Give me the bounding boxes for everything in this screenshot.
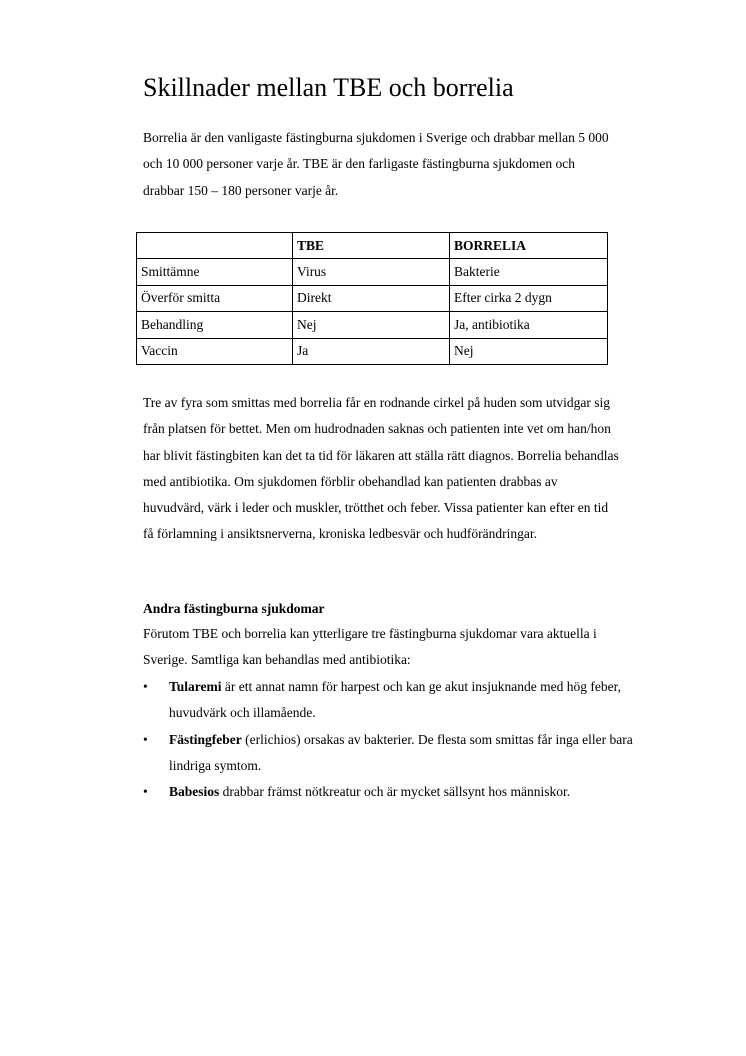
- disease-list: [143, 674, 633, 805]
- table-row: [137, 285, 608, 311]
- list-item: [143, 779, 633, 805]
- table-cell: Ja, antibiotika: [450, 312, 608, 338]
- table-cell: Bakterie: [450, 259, 608, 285]
- table-cell: Behandling: [137, 312, 293, 338]
- list-item-text: är ett annat namn för harpest och kan ge akut insjuknande med hög feber, huvudvärk och illamående.: [169, 679, 621, 721]
- table-header-cell: [137, 233, 293, 259]
- list-item-term: Babesios: [169, 784, 220, 800]
- section-heading: Andra fästingburna sjukdomar: [143, 601, 325, 616]
- borrelia-symptoms-paragraph: Tre av fyra som smittas med borrelia får en rodnande cirkel på huden som utvidgar sig från platsen för bettet. Men om hudrodnaden saknas och patienten inte vet om han/hon har blivit fästingbiten kan det ta tid för läkaren att ställa rätt diagnos. Borrelia behandlas med antibiotika. Om sjukdomen förblir obehandlad kan patienten drabbas av huvudvärd, värk i leder och muskler, trötthet och feber. Vissa patienter kan efter en tid få förlamning i ansiktsnerverna, kroniska ledbesvär och hudförändringar.: [143, 395, 619, 542]
- comparison-table: [136, 232, 608, 365]
- table-cell: Nej: [293, 312, 450, 338]
- table-cell: Virus: [293, 259, 450, 285]
- list-item-term: Fästingfeber: [169, 731, 242, 747]
- table-cell: Nej: [450, 338, 608, 364]
- list-item-term: Tularemi: [169, 679, 222, 694]
- bullet-icon: •: [143, 679, 148, 694]
- table-cell: Smittämne: [137, 259, 293, 285]
- table-cell: Efter cirka 2 dygn: [450, 285, 608, 311]
- table-cell: Vaccin: [137, 338, 293, 364]
- table-header-cell: TBE: [293, 233, 450, 259]
- list-item-text: drabbar främst nötkreatur och är mycket sällsynt hos människor.: [219, 784, 571, 800]
- table-cell: Överför smitta: [137, 285, 293, 311]
- table-header-row: [137, 233, 608, 259]
- bullet-icon: •: [143, 731, 148, 747]
- list-item-text: (erlichios) orsakas av bakterier. De flesta som smittas får inga eller bara lindriga symtom.: [169, 731, 633, 773]
- page-title: Skillnader mellan TBE och borrelia: [143, 73, 514, 102]
- table-cell: Direkt: [293, 285, 450, 311]
- table-row: [137, 259, 608, 285]
- bullet-icon: •: [143, 784, 148, 800]
- intro-paragraph: Borrelia är den vanligaste fästingburna sjukdomen i Sverige och drabbar mellan 5 000 och 10 000 personer varje år. TBE är den farligaste fästingburna sjukdomen och drabbar 150 – 180 personer varje år.: [143, 130, 609, 198]
- list-item: [143, 727, 633, 780]
- table-cell: Ja: [293, 338, 450, 364]
- section-intro-paragraph: Förutom TBE och borrelia kan ytterligare tre fästingburna sjukdomar vara aktuella i Sverige. Samtliga kan behandlas med antibiotika:: [143, 626, 597, 668]
- list-item: [143, 674, 633, 727]
- table-header-cell: BORRELIA: [450, 233, 608, 259]
- table-row: [137, 338, 608, 364]
- table-row: [137, 312, 608, 338]
